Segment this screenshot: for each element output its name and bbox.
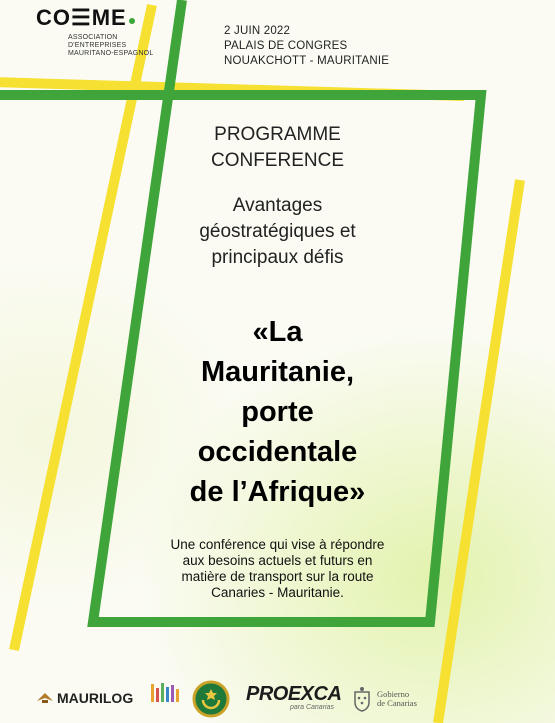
conference-description: [115, 537, 440, 601]
proexca-logo: [246, 684, 341, 711]
description-line: aux besoins actuels et futurs en: [182, 553, 373, 568]
title-line: occidentale: [197, 436, 358, 468]
logo-subtitle: [68, 34, 153, 58]
subtitle-line: principaux défis: [211, 247, 344, 268]
logo-wordmark: [36, 6, 153, 30]
subtitle-line: Avantages: [232, 195, 323, 216]
logo-dot-icon: [129, 18, 135, 24]
logo-subtitle-line: D'ENTREPRISES: [68, 42, 127, 49]
bars-logo: [150, 682, 184, 704]
description-line: matière de transport sur la route: [181, 569, 374, 584]
event-location: NOUAKCHOTT - MAURITANIE: [224, 55, 390, 67]
conference-line: CONFERENCE: [210, 150, 344, 171]
conference-title: [120, 312, 435, 512]
national-seal-icon: [192, 680, 230, 718]
mauritania-seal: [192, 680, 230, 718]
gobierno-line: de Canarias: [377, 698, 417, 708]
colored-bars-icon: [150, 682, 184, 704]
event-info: [224, 24, 389, 69]
title-line: porte: [241, 396, 314, 428]
conference-subtitle: [100, 193, 455, 271]
title-line: «La: [252, 316, 303, 348]
proexca-wordmark: PROEXCA: [246, 683, 342, 705]
logo-subtitle-line: MAURITANO-ESPAGNOL: [68, 50, 154, 57]
coeme-logo: [36, 6, 153, 58]
event-venue: PALAIS DE CONGRES: [224, 40, 348, 52]
gobierno-line: Gobierno: [377, 689, 410, 699]
description-line: Une conférence qui vise à répondre: [170, 537, 385, 552]
sponsor-logos: [0, 676, 555, 723]
maurilog-emblem-icon: [36, 691, 54, 705]
event-date: 2 JUIN 2022: [224, 25, 291, 37]
logo-subtitle-line: ASSOCIATION: [68, 34, 118, 41]
gobierno-text: [377, 690, 417, 708]
maurilog-logo: [36, 690, 133, 706]
description-line: Canaries - Mauritanie.: [211, 585, 344, 600]
gobierno-canarias-logo: [352, 686, 417, 712]
proexca-tagline: para Canarias: [290, 704, 334, 711]
title-line: Mauritanie,: [200, 356, 355, 388]
logo-brand-text: CO☰ME: [36, 5, 127, 30]
programme-line: PROGRAMME: [214, 124, 341, 145]
programme-heading: [100, 122, 455, 174]
title-line: de l’Afrique»: [189, 476, 366, 508]
coat-of-arms-icon: [352, 686, 372, 712]
subtitle-line: géostratégiques et: [199, 221, 356, 242]
maurilog-text: MAURILOG: [57, 690, 134, 706]
